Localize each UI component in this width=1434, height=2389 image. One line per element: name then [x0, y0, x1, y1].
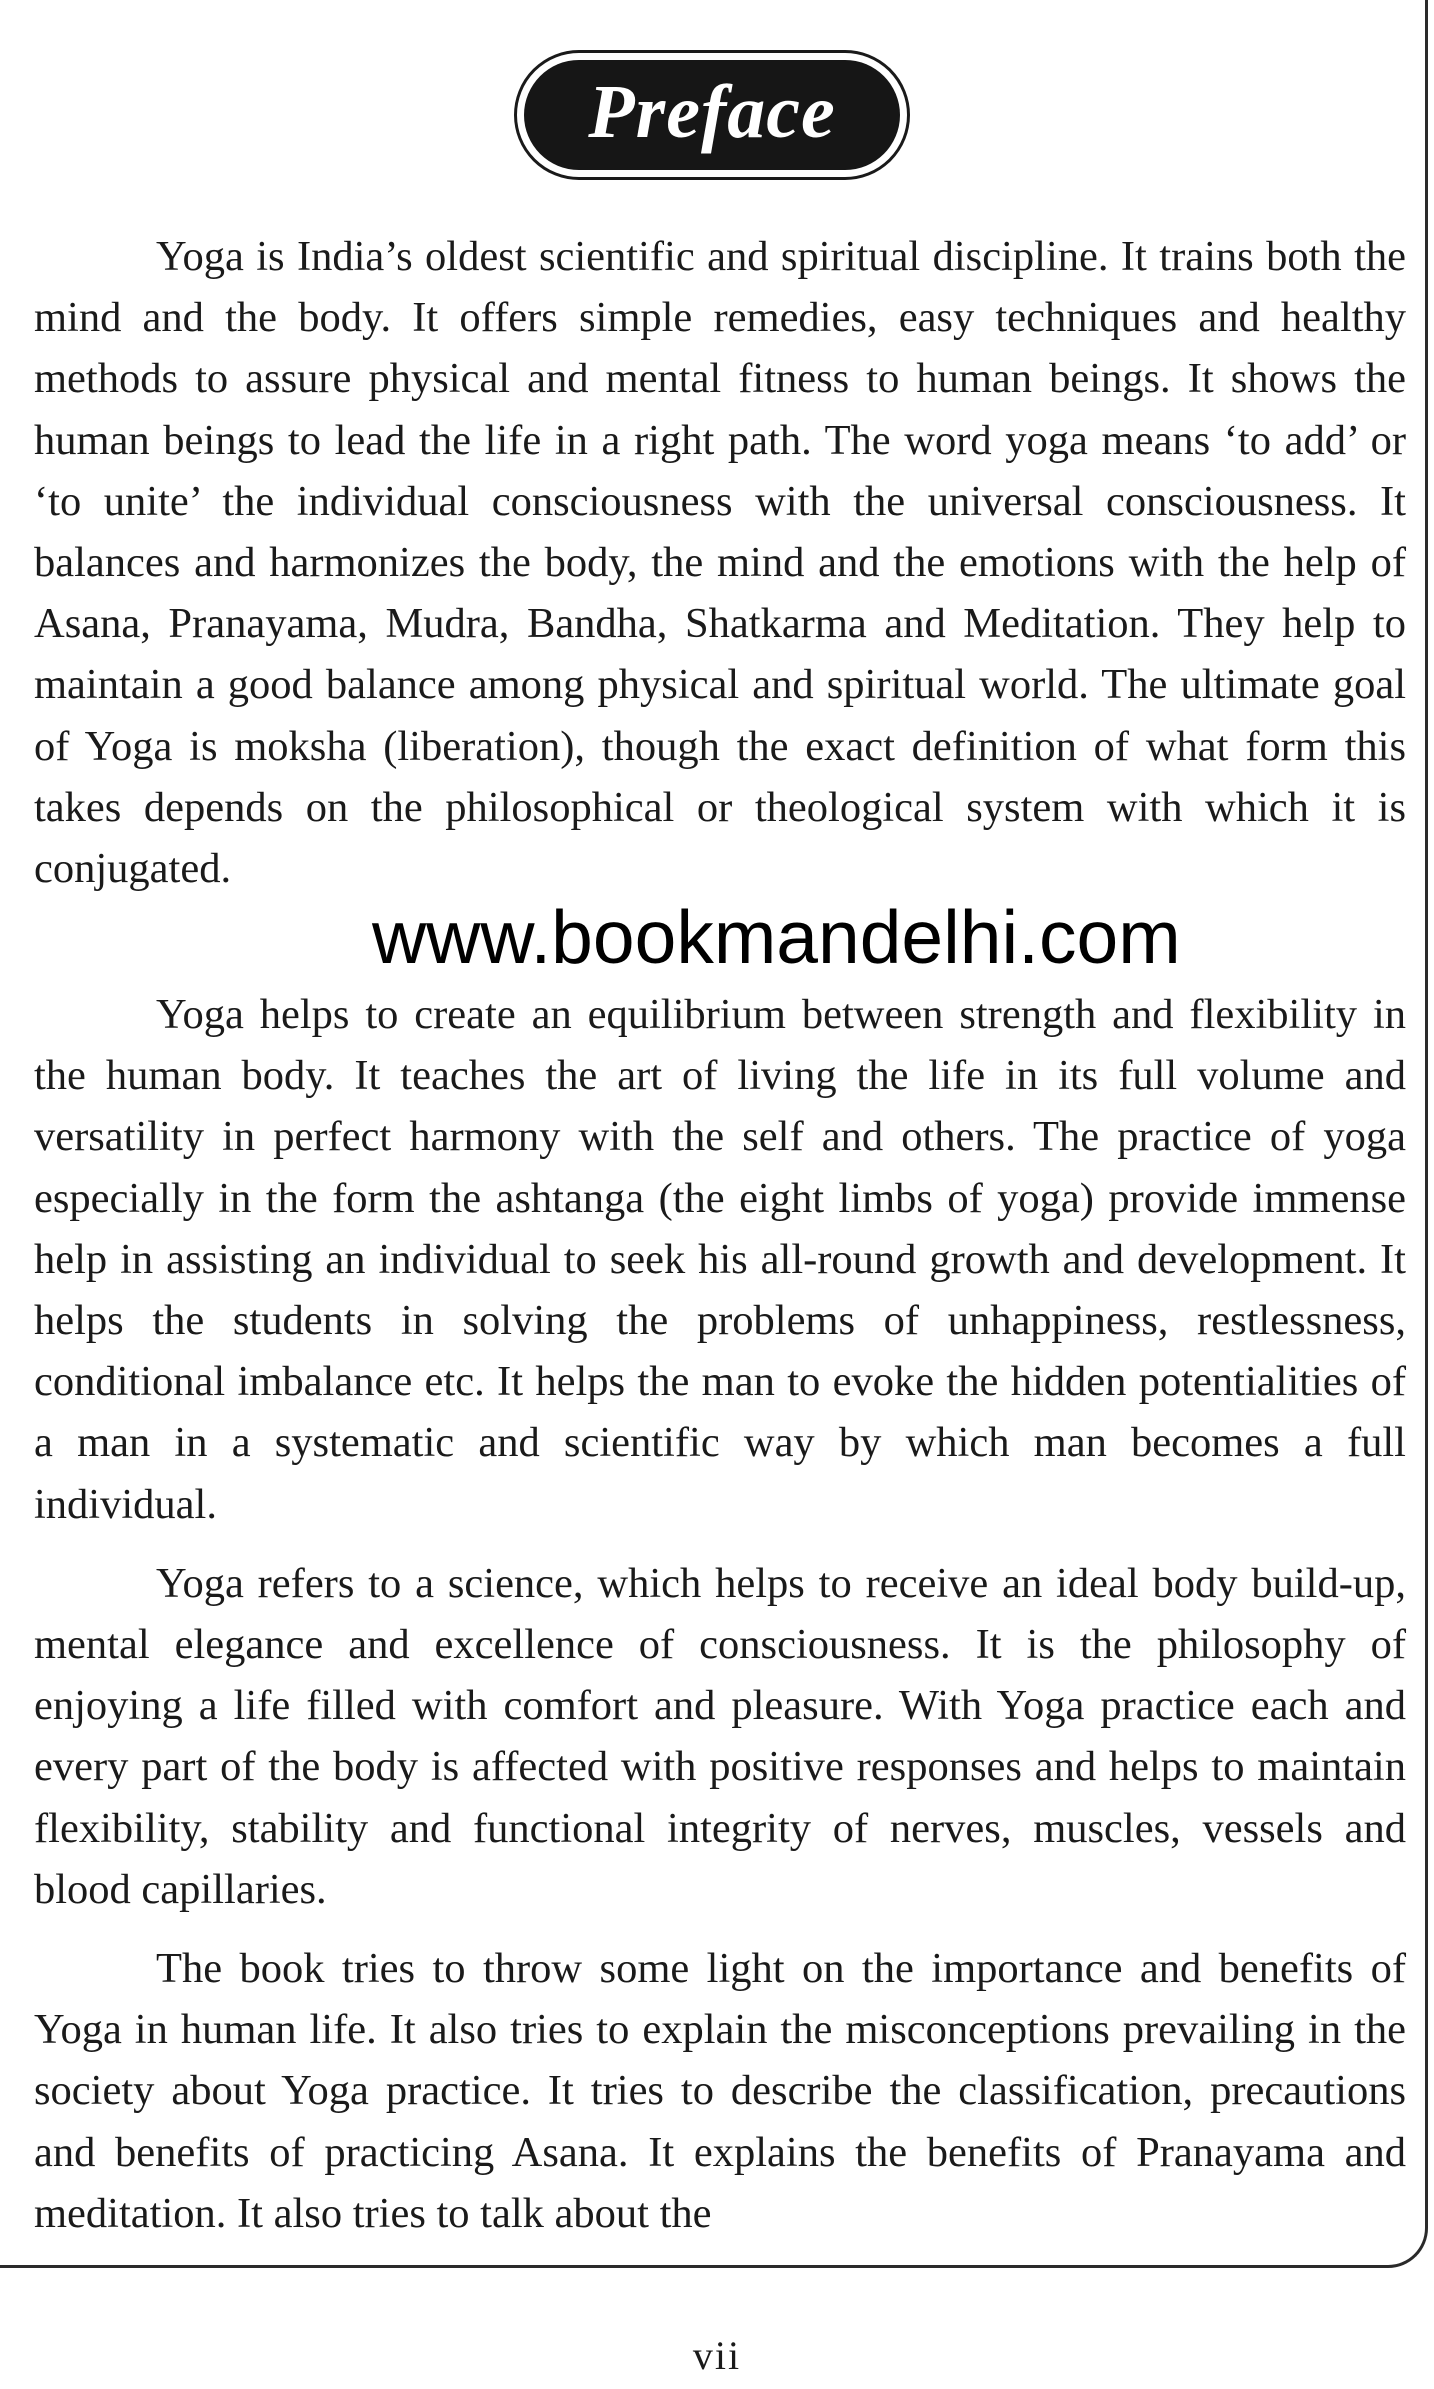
page-title: Preface: [588, 70, 836, 154]
first-paragraph-block: [34, 226, 1406, 960]
paragraph-2: Yoga helps to create an equilibrium between strength and flexibility in the human body. It teaches the art of living the life in its full volume and versatility in perfect harmony with the self and others. The practice of yoga especially in the form the ashtanga (the eight limbs of yoga) provide immense help in assisting an individual to seek his all-round growth and development. It helps the students in solving the problems of unhappiness, restlessness, conditional imbalance etc. It helps the man to evoke the hidden potentialities of a man in a systematic and scientific way by which man becomes a full individual.: [34, 991, 1406, 1528]
page-number: vii: [692, 2333, 742, 2378]
title-badge: [514, 50, 910, 180]
watermark-url: www.bookmandelhi.com: [372, 895, 1181, 979]
paragraph-1: Yoga is India’s oldest scientific and spiritual discipline. It trains both the mind and the body. It offers simple remedies, easy techniques and healthy methods to assure physical and mental fitness to human beings. It shows the human beings to lead the life in a right path. The word yoga means ‘to add’ or ‘to unite’ the individual consciousness with the universal consciousness. It balances and harmonizes the body, the mind and the emotions with the help of Asana, Pranayama, Mudra, Bandha, Shatkarma and Meditation. They help to maintain a good balance among physical and spiritual world. The ultimate goal of Yoga is moksha (liberation), though the exact definition of what form this takes depends on the philosophical or theological system with which it is conjugated.: [34, 233, 1406, 893]
body-text: [34, 984, 1406, 2262]
paragraph-3: Yoga refers to a science, which helps to receive an ideal body build-up, mental elegance and excellence of consciousness. It is the philosophy of enjoying a life filled with comfort and pleasure. With Yoga practice each and every part of the body is affected with positive responses and helps to maintain flexibility, stability and functional integrity of nerves, muscles, vessels and blood capillaries.: [34, 1559, 1406, 1913]
paragraph-4: The book tries to throw some light on the importance and benefits of Yoga in human life. It also tries to explain the misconceptions prevailing in the society about Yoga practice. It tries to describe the classification, precautions and benefits of practicing Asana. It explains the benefits of Pranayama and meditation. It also tries to talk about the: [34, 1945, 1406, 2237]
title-pill: [524, 60, 900, 170]
